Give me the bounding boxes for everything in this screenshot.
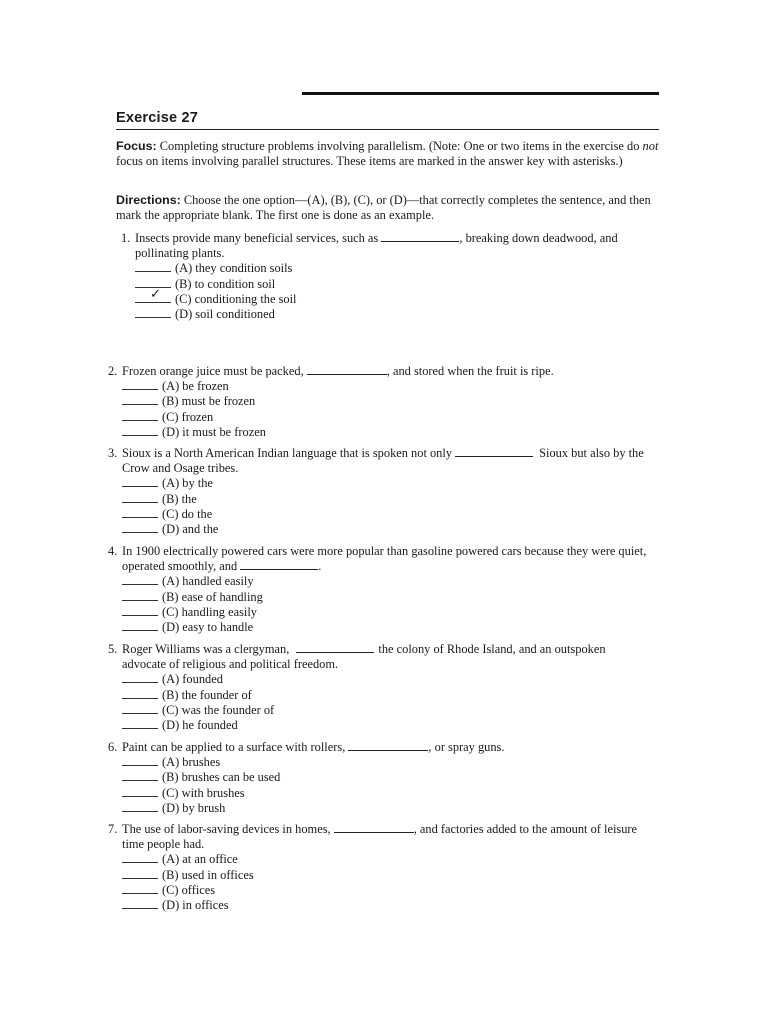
question-2 (108, 364, 648, 440)
stem-text-before: In 1900 electrically powered cars were more popular than gasoline powered cars because they were quiet, operated smoothly, and (122, 544, 647, 574)
option-a[interactable] (108, 379, 648, 394)
option-label: (B) the (162, 491, 197, 506)
question-stem (108, 364, 648, 379)
mark-blank[interactable] (122, 379, 158, 390)
option-label: (C) with brushes (162, 785, 245, 800)
option-label: (C) was the founder of (162, 702, 275, 717)
stem-text-after: Sioux but also by the Crow and Osage tribes. (122, 446, 644, 476)
mark-blank[interactable] (122, 852, 158, 863)
question-6 (108, 740, 648, 816)
stem-text-after: , and stored when the fruit is ripe. (386, 364, 554, 378)
option-c[interactable] (108, 786, 648, 801)
option-b[interactable] (121, 277, 661, 292)
answer-blank (381, 231, 459, 242)
focus-text-2: focus on items involving parallel structures. These items are marked in the answer key with asterisks.) (116, 154, 623, 169)
mark-blank[interactable] (122, 522, 158, 533)
option-label: (A) founded (162, 672, 223, 687)
answer-blank (307, 364, 387, 375)
question-stem (108, 446, 648, 476)
mark-blank[interactable] (122, 425, 158, 436)
option-d[interactable] (108, 522, 648, 537)
option-d[interactable] (108, 620, 648, 635)
question-number: 7. (108, 822, 118, 836)
mark-blank[interactable] (122, 688, 158, 699)
stem-text-after: . (318, 559, 322, 574)
mark-blank[interactable] (122, 868, 158, 879)
option-label: (D) and the (162, 522, 219, 537)
option-c[interactable] (108, 410, 648, 425)
stem-text-before: Insects provide many beneficial services, such as (135, 231, 379, 245)
option-a[interactable] (108, 852, 648, 867)
option-label: (C) offices (162, 882, 216, 897)
option-label: (D) by brush (162, 800, 226, 815)
mark-blank[interactable] (122, 492, 158, 503)
option-a[interactable] (108, 574, 648, 589)
stem-text-before: Sioux is a North American Indian language that is spoken not only (122, 446, 453, 460)
question-number: 2. (108, 364, 118, 378)
answer-blank (240, 559, 318, 570)
question-stem (108, 544, 648, 574)
mark-blank[interactable] (122, 718, 158, 729)
option-a[interactable] (108, 755, 648, 770)
option-label: (A) by the (162, 476, 213, 491)
option-label: (D) in offices (162, 898, 229, 913)
option-label: (B) brushes can be used (162, 770, 281, 785)
mark-blank[interactable] (122, 883, 158, 894)
mark-blank[interactable] (122, 672, 158, 683)
option-label: (C) conditioning the soil (175, 291, 297, 306)
option-label: (A) they condition soils (175, 261, 293, 276)
mark-blank[interactable] (122, 605, 158, 616)
mark-blank[interactable] (122, 394, 158, 405)
mark-blank[interactable] (122, 770, 158, 781)
focus-not: not (642, 139, 659, 153)
option-label: (D) easy to handle (162, 620, 254, 635)
option-b[interactable] (108, 868, 648, 883)
option-label: (C) frozen (162, 409, 214, 424)
option-b[interactable] (108, 492, 648, 507)
stem-text-after: , breaking down deadwood, and pollinating plants. (135, 231, 618, 261)
stem-text-after: , or spray guns. (428, 740, 505, 754)
question-number: 4. (108, 544, 118, 558)
option-label: (A) at an office (162, 852, 238, 867)
checkmark-icon: ✓ (150, 286, 161, 302)
stem-text-before: Roger Williams was a clergyman, (122, 642, 290, 656)
question-1 (121, 231, 661, 322)
option-c[interactable] (121, 286, 661, 307)
mark-blank[interactable] (122, 898, 158, 909)
option-d[interactable] (108, 801, 648, 816)
answer-blank (455, 446, 533, 457)
option-label: (B) must be frozen (162, 394, 256, 409)
option-c[interactable] (108, 703, 648, 718)
stem-text-before: The use of labor-saving devices in homes, (122, 822, 331, 836)
question-stem (121, 231, 661, 261)
option-c[interactable] (108, 507, 648, 522)
answer-blank (296, 642, 374, 653)
focus-paragraph (116, 139, 664, 169)
question-number: 1. (121, 231, 131, 245)
option-d[interactable] (108, 718, 648, 733)
option-a[interactable] (121, 261, 661, 276)
stem-text-before: Frozen orange juice must be packed, (122, 364, 304, 378)
option-d[interactable] (121, 307, 661, 322)
option-c[interactable] (108, 605, 648, 620)
directions-text: Choose the one option—(A), (B), (C), or (D)—that correctly completes the sentence, and then mark the appropriate blank. The first one is done as an example. (116, 193, 651, 223)
question-7 (108, 822, 648, 913)
title-row (116, 109, 659, 130)
option-a[interactable] (108, 672, 648, 687)
option-b[interactable] (108, 590, 648, 605)
question-number: 6. (108, 740, 118, 754)
option-label: (A) be frozen (162, 379, 229, 394)
mark-blank[interactable] (135, 286, 171, 303)
option-d[interactable] (108, 425, 648, 440)
question-number: 5. (108, 642, 118, 656)
mark-blank[interactable] (122, 574, 158, 585)
header-rule (302, 92, 659, 95)
question-stem (108, 642, 648, 672)
mark-blank[interactable] (122, 476, 158, 487)
option-a[interactable] (108, 476, 648, 491)
question-stem (108, 822, 648, 852)
option-label: (D) soil conditioned (175, 307, 275, 322)
focus-text-1: Completing structure problems involving parallelism. (Note: One or two items in the exercise do (159, 139, 640, 153)
option-label: (C) do the (162, 506, 213, 521)
answer-blank (334, 822, 414, 833)
mark-blank[interactable] (122, 410, 158, 421)
stem-text-after: , and factories added to the amount of leisure time people had. (122, 822, 638, 852)
mark-blank[interactable] (122, 786, 158, 797)
mark-blank[interactable] (122, 755, 158, 766)
directions-paragraph (116, 193, 664, 223)
option-label: (D) it must be frozen (162, 424, 266, 439)
question-4 (108, 544, 648, 635)
question-number: 3. (108, 446, 118, 460)
option-label: (A) handled easily (162, 574, 254, 589)
mark-blank[interactable] (122, 620, 158, 631)
option-b[interactable] (108, 770, 648, 785)
answer-blank (348, 740, 428, 751)
option-c[interactable] (108, 883, 648, 898)
option-d[interactable] (108, 898, 648, 913)
mark-blank[interactable] (122, 703, 158, 714)
option-label: (C) handling easily (162, 604, 257, 619)
stem-text-before: Paint can be applied to a surface with rollers, (122, 740, 346, 754)
option-label: (B) used in offices (162, 867, 254, 882)
option-b[interactable] (108, 394, 648, 409)
question-stem (108, 740, 648, 755)
exercise-title: Exercise 27 (116, 110, 199, 126)
question-5 (108, 642, 648, 733)
focus-label: Focus: (116, 139, 157, 153)
option-label: (B) ease of handling (162, 589, 263, 604)
directions-label: Directions: (116, 193, 181, 207)
mark-blank[interactable] (135, 261, 171, 272)
mark-blank[interactable] (135, 307, 171, 318)
option-b[interactable] (108, 688, 648, 703)
option-label: (D) he founded (162, 718, 238, 733)
stem-text-after: the colony of Rhode Island, and an outspoken advocate of religious and political freedom. (122, 642, 606, 672)
mark-blank[interactable] (122, 507, 158, 518)
option-label: (B) to condition soil (175, 276, 276, 291)
option-label: (B) the founder of (162, 687, 252, 702)
mark-blank[interactable] (122, 801, 158, 812)
question-3 (108, 446, 648, 537)
mark-blank[interactable] (122, 590, 158, 601)
option-label: (A) brushes (162, 755, 221, 770)
